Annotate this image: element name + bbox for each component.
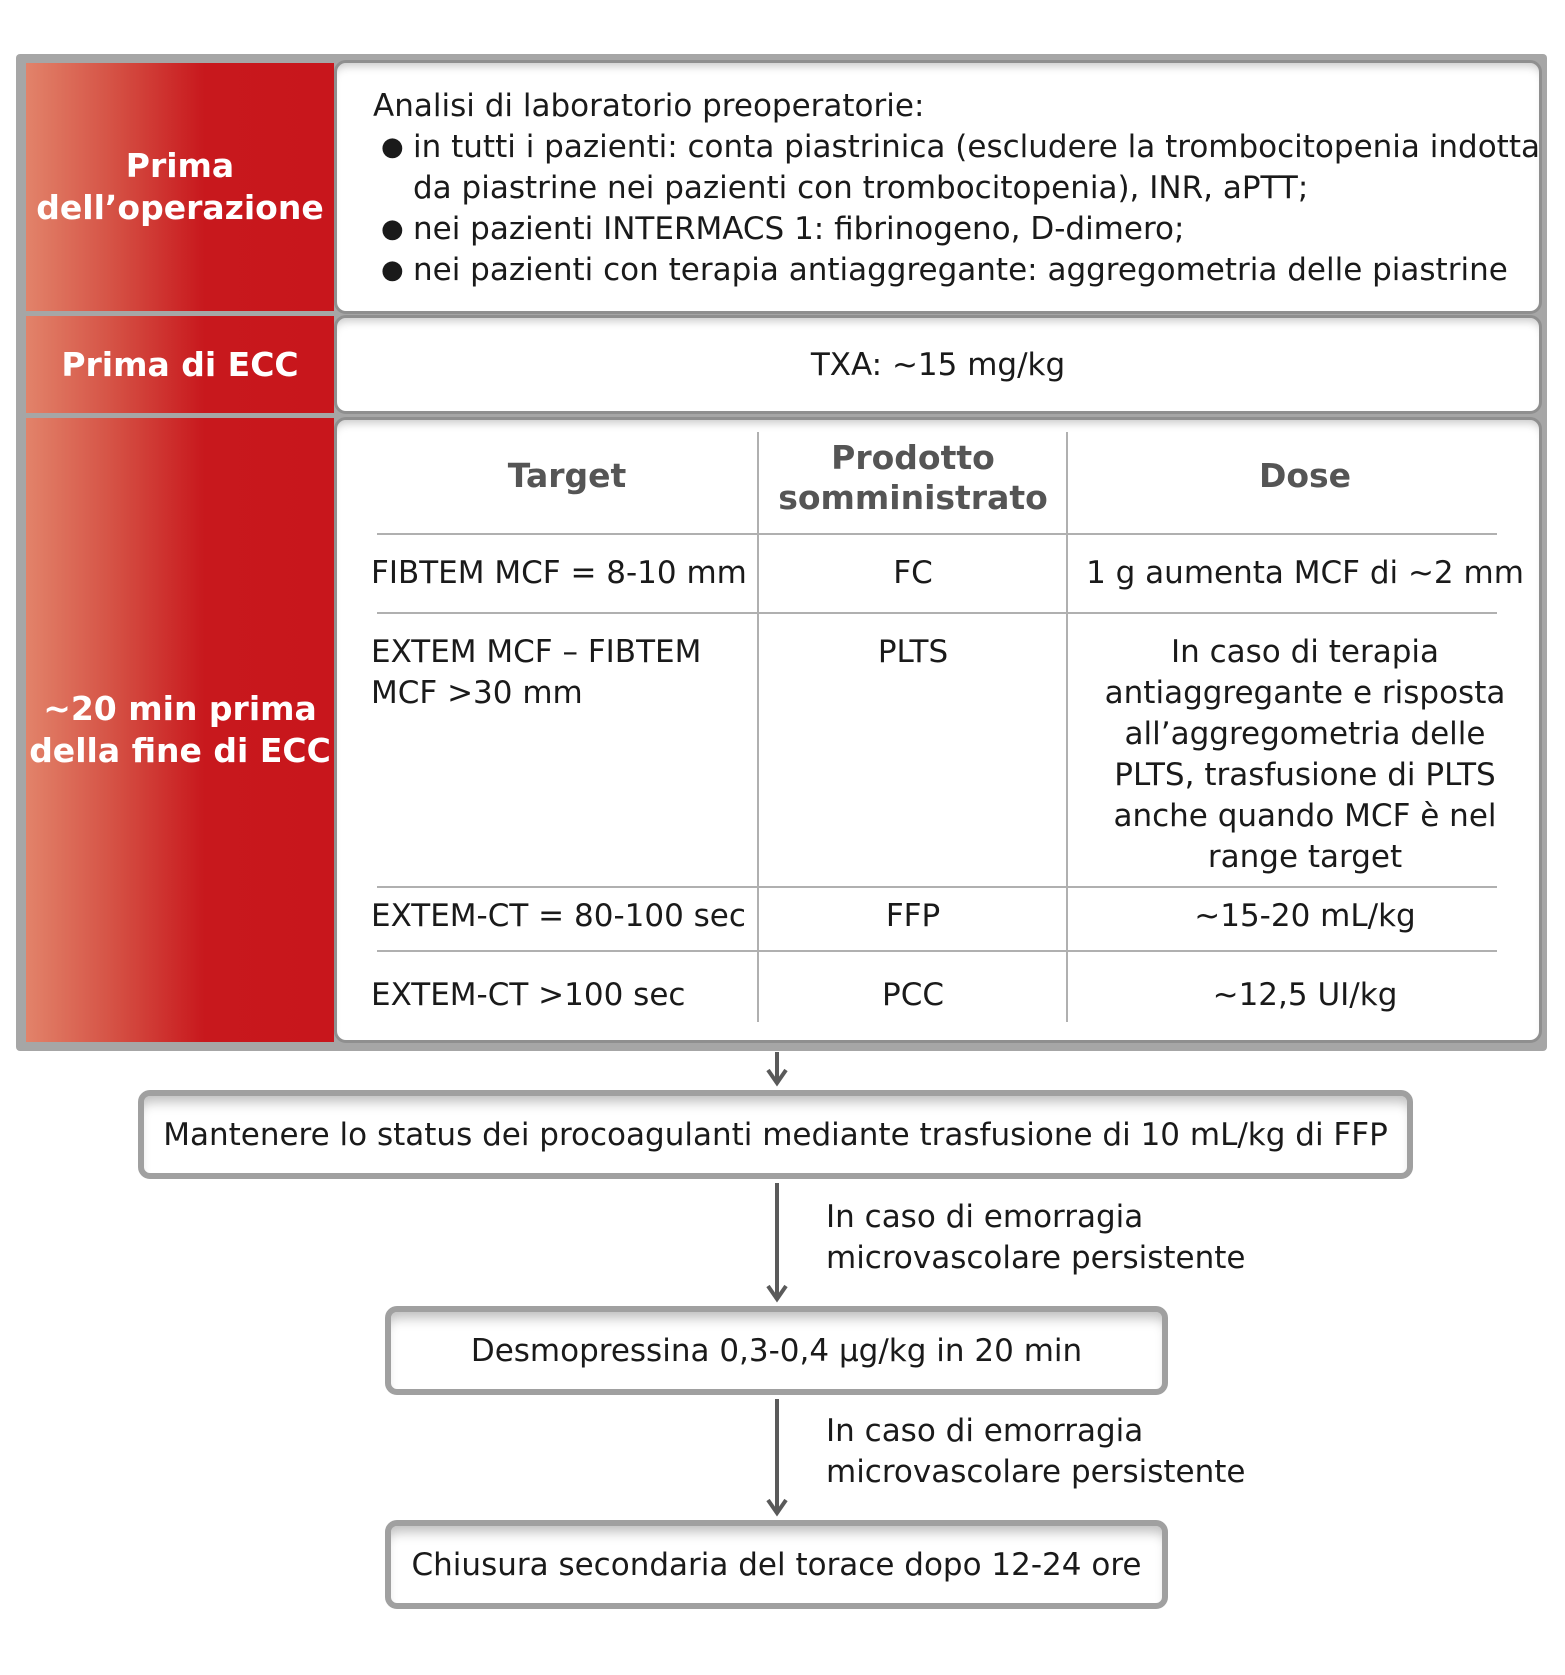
list-item-text: da piastrine nei pazienti con trombocitopenia), INR, aPTT;	[413, 170, 1309, 206]
table-cell-product: FC	[893, 555, 933, 591]
phase-label-line: della fine di ECC	[29, 731, 331, 770]
phase-label: Prima di ECC	[61, 344, 299, 384]
txa-dose: TXA: ~15 mg/kg	[810, 347, 1066, 383]
flow-step-text: Desmopressina 0,3-0,4 µg/kg in 20 min	[470, 1332, 1083, 1369]
arrow-icon	[768, 1399, 786, 1513]
table-cell-product: PCC	[882, 977, 944, 1013]
flow-step-maintain	[138, 1090, 1413, 1179]
bullet-icon: ●	[381, 255, 404, 285]
list-item-text: nei pazienti INTERMACS 1: fibrinogeno, D-dimero;	[413, 211, 1185, 247]
bullet-icon: ●	[381, 132, 404, 162]
flow-step-chest-closure	[385, 1520, 1168, 1609]
header-product-line: Prodotto	[831, 438, 995, 477]
bullet-icon: ●	[381, 214, 404, 244]
table-cell-line: EXTEM MCF – FIBTEM	[371, 634, 702, 670]
table-cell-product: FFP	[885, 898, 941, 934]
flow-condition-line: microvascolare persistente	[826, 1454, 1246, 1490]
flow-step-text: Mantenere lo status dei procoagulanti mediante trasfusione di 10 mL/kg di FFP	[163, 1116, 1388, 1153]
table-cell-target: FIBTEM MCF = 8-10 mm	[371, 555, 747, 591]
phase-label-line: Prima	[125, 146, 235, 185]
table-cell-line: range target	[1207, 839, 1403, 875]
table-cell-dose: ~15-20 mL/kg	[1194, 898, 1416, 934]
list-item-text: in tutti i pazienti: conta piastrinica (escludere la trombocitopenia indotta	[413, 129, 1540, 165]
table-cell-line: antiaggregante e risposta	[1104, 675, 1506, 711]
table-cell-line: MCF >30 mm	[371, 675, 583, 711]
arrow-icon	[768, 1052, 786, 1083]
flow-condition	[826, 1197, 1246, 1279]
flow-step-text: Chiusura secondaria del torace dopo 12-24 ore	[411, 1546, 1142, 1583]
table-cell-dose: 1 g aumenta MCF di ~2 mm	[1086, 555, 1524, 591]
flow-condition-line: In caso di emorragia	[826, 1199, 1144, 1235]
table-cell-target: EXTEM-CT >100 sec	[371, 977, 686, 1013]
phase-label-line: dell’operazione	[36, 188, 324, 227]
arrow-icon	[768, 1183, 786, 1299]
list-item-text: nei pazienti con terapia antiaggregante: aggregometria delle piastrine	[413, 252, 1508, 288]
flow-condition-line: In caso di emorragia	[826, 1413, 1144, 1449]
header-target: Target	[507, 456, 627, 495]
table-cell-line: In caso di terapia	[1170, 634, 1440, 670]
phase-label-line: ~20 min prima	[43, 689, 317, 728]
table-cell-dose: ~12,5 UI/kg	[1212, 977, 1398, 1013]
table-cell-product: PLTS	[877, 634, 949, 670]
table-cell-line: PLTS, trasfusione di PLTS	[1114, 757, 1496, 793]
preoperative-title: Analisi di laboratorio preoperatorie:	[373, 88, 925, 124]
header-product-line: somministrato	[778, 478, 1048, 517]
table-cell-line: anche quando MCF è nel	[1113, 798, 1497, 834]
flow-condition-line: microvascolare persistente	[826, 1240, 1246, 1276]
table-cell-target: EXTEM-CT = 80-100 sec	[371, 898, 746, 934]
header-dose: Dose	[1258, 456, 1352, 495]
table-cell-line: all’aggregometria delle	[1124, 716, 1486, 752]
flow-step-desmopressin	[385, 1306, 1168, 1395]
flow-condition	[826, 1411, 1246, 1493]
